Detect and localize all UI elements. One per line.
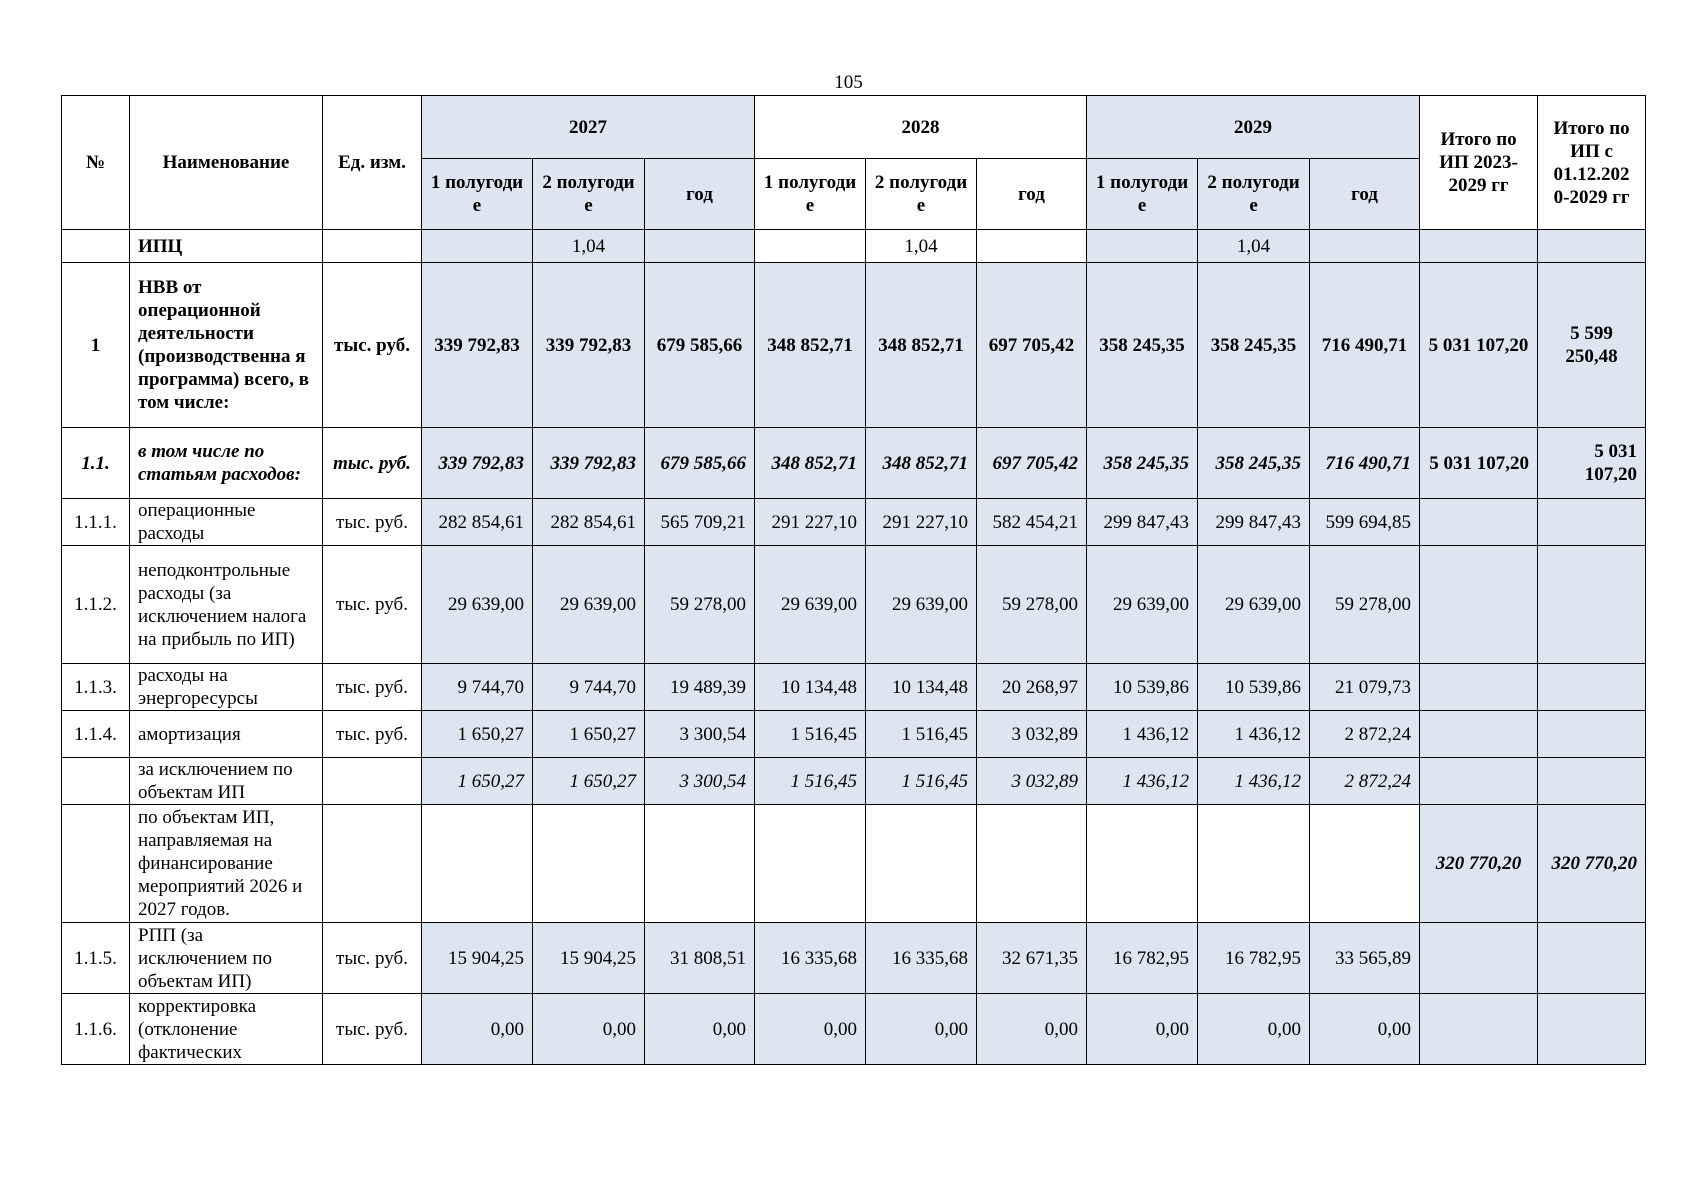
- row-total: [1420, 994, 1538, 1065]
- row-value: 358 245,35: [1087, 263, 1198, 428]
- row-unit: тыс. руб.: [323, 428, 422, 499]
- row-total: [1420, 499, 1538, 546]
- row-num: 1.1.3.: [62, 664, 130, 711]
- row-total: 320 770,20: [1420, 805, 1538, 923]
- row-value: 697 705,42: [977, 263, 1087, 428]
- row-value: 2 872,24: [1310, 758, 1420, 805]
- row-value: 582 454,21: [977, 499, 1087, 546]
- row-value: 10 539,86: [1198, 664, 1310, 711]
- row-total: [1538, 230, 1646, 263]
- row-total: 5 031 107,20: [1420, 263, 1538, 428]
- row-value: 3 032,89: [977, 758, 1087, 805]
- row-value: 1 650,27: [533, 758, 645, 805]
- row-value: [1198, 805, 1310, 923]
- row-value: 20 268,97: [977, 664, 1087, 711]
- row-total: 320 770,20: [1538, 805, 1646, 923]
- row-value: 358 245,35: [1198, 263, 1310, 428]
- row-total: 5 031 107,20: [1538, 428, 1646, 499]
- row-value: 348 852,71: [866, 428, 977, 499]
- row-value: 339 792,83: [422, 428, 533, 499]
- row-value: 59 278,00: [977, 546, 1087, 664]
- row-value: 31 808,51: [645, 923, 755, 994]
- row-value: 1 650,27: [533, 711, 645, 758]
- row-total: [1538, 758, 1646, 805]
- table-row: [62, 758, 1646, 805]
- row-total: [1538, 994, 1646, 1065]
- row-value: [1310, 805, 1420, 923]
- row-value: 1,04: [866, 230, 977, 263]
- row-value: 716 490,71: [1310, 428, 1420, 499]
- page-number: 105: [834, 72, 863, 93]
- row-value: 1 436,12: [1087, 711, 1198, 758]
- row-value: 1 436,12: [1087, 758, 1198, 805]
- header-unit: Ед. изм.: [323, 96, 422, 230]
- row-num: 1.1.2.: [62, 546, 130, 664]
- header-year-total: год: [645, 159, 755, 230]
- row-value: 1,04: [1198, 230, 1310, 263]
- row-unit: [323, 805, 422, 923]
- row-value: 29 639,00: [533, 546, 645, 664]
- header-half2: 2 полугоди е: [1198, 159, 1310, 230]
- row-unit: тыс. руб.: [323, 664, 422, 711]
- header-year-total: год: [977, 159, 1087, 230]
- row-value: 299 847,43: [1087, 499, 1198, 546]
- row-value: 1 516,45: [755, 758, 866, 805]
- row-total: [1420, 546, 1538, 664]
- row-value: 1 650,27: [422, 758, 533, 805]
- row-value: 348 852,71: [755, 263, 866, 428]
- row-value: 16 335,68: [755, 923, 866, 994]
- row-name: в том числе по статьям расходов:: [130, 428, 323, 499]
- row-unit: тыс. руб.: [323, 263, 422, 428]
- row-value: 358 245,35: [1087, 428, 1198, 499]
- row-value: 32 671,35: [977, 923, 1087, 994]
- row-value: 716 490,71: [1310, 263, 1420, 428]
- row-num: 1.1.1.: [62, 499, 130, 546]
- table-row: [62, 546, 1646, 664]
- row-value: [422, 230, 533, 263]
- row-total: [1420, 711, 1538, 758]
- row-num: [62, 230, 130, 263]
- row-value: 1 516,45: [866, 758, 977, 805]
- row-name: корректировка (отклонение фактических: [130, 994, 323, 1065]
- row-value: 299 847,43: [1198, 499, 1310, 546]
- row-value: [533, 805, 645, 923]
- row-total: [1420, 758, 1538, 805]
- header-year-total: год: [1310, 159, 1420, 230]
- row-value: 21 079,73: [1310, 664, 1420, 711]
- row-total: 5 599 250,48: [1538, 263, 1646, 428]
- row-value: 0,00: [755, 994, 866, 1065]
- row-unit: тыс. руб.: [323, 499, 422, 546]
- header-half2: 2 полугоди е: [533, 159, 645, 230]
- header-row-years: [62, 96, 1646, 159]
- row-value: [755, 805, 866, 923]
- table-row: [62, 499, 1646, 546]
- row-name: расходы на энергоресурсы: [130, 664, 323, 711]
- row-value: [866, 805, 977, 923]
- header-year-2028: 2028: [755, 96, 1087, 159]
- row-value: 679 585,66: [645, 263, 755, 428]
- header-name: Наименование: [130, 96, 323, 230]
- row-value: [645, 230, 755, 263]
- row-value: [755, 230, 866, 263]
- row-value: 29 639,00: [1198, 546, 1310, 664]
- row-num: [62, 805, 130, 923]
- row-total: [1420, 664, 1538, 711]
- row-value: 16 782,95: [1087, 923, 1198, 994]
- row-total: [1538, 923, 1646, 994]
- table-row: [62, 428, 1646, 499]
- row-value: 0,00: [422, 994, 533, 1065]
- row-name: по объектам ИП, направляемая на финансирование мероприятий 2026 и 2027 годов.: [130, 805, 323, 923]
- row-value: 1,04: [533, 230, 645, 263]
- row-value: 0,00: [1087, 994, 1198, 1065]
- row-total: [1538, 546, 1646, 664]
- row-value: 10 134,48: [755, 664, 866, 711]
- row-name: за исключением по объектам ИП: [130, 758, 323, 805]
- row-value: 565 709,21: [645, 499, 755, 546]
- row-value: 10 539,86: [1087, 664, 1198, 711]
- row-unit: тыс. руб.: [323, 546, 422, 664]
- table-row: [62, 230, 1646, 263]
- row-value: 10 134,48: [866, 664, 977, 711]
- row-name: неподконтрольные расходы (за исключением налога на прибыль по ИП): [130, 546, 323, 664]
- row-total: [1538, 711, 1646, 758]
- row-value: 0,00: [1310, 994, 1420, 1065]
- row-value: 339 792,83: [533, 428, 645, 499]
- table-row: [62, 805, 1646, 923]
- row-value: 358 245,35: [1198, 428, 1310, 499]
- row-value: [977, 805, 1087, 923]
- row-value: 29 639,00: [866, 546, 977, 664]
- table-row: [62, 263, 1646, 428]
- row-name: РПП (за исключением по объектам ИП): [130, 923, 323, 994]
- row-value: [1087, 805, 1198, 923]
- row-value: 3 300,54: [645, 711, 755, 758]
- row-value: 1 436,12: [1198, 711, 1310, 758]
- row-value: 348 852,71: [866, 263, 977, 428]
- row-value: 15 904,25: [533, 923, 645, 994]
- row-value: 282 854,61: [533, 499, 645, 546]
- row-value: 291 227,10: [755, 499, 866, 546]
- table-row: [62, 711, 1646, 758]
- row-value: 0,00: [1198, 994, 1310, 1065]
- row-num: [62, 758, 130, 805]
- row-num: 1.1.6.: [62, 994, 130, 1065]
- row-value: 16 782,95: [1198, 923, 1310, 994]
- row-value: 0,00: [977, 994, 1087, 1065]
- row-value: 348 852,71: [755, 428, 866, 499]
- row-unit: [323, 230, 422, 263]
- row-value: 15 904,25: [422, 923, 533, 994]
- row-value: 2 872,24: [1310, 711, 1420, 758]
- row-value: 3 032,89: [977, 711, 1087, 758]
- row-value: 0,00: [866, 994, 977, 1065]
- row-value: 1 516,45: [866, 711, 977, 758]
- row-value: 1 516,45: [755, 711, 866, 758]
- row-value: 59 278,00: [645, 546, 755, 664]
- row-value: 19 489,39: [645, 664, 755, 711]
- row-value: 9 744,70: [422, 664, 533, 711]
- row-name: операционные расходы: [130, 499, 323, 546]
- row-num: 1.1.4.: [62, 711, 130, 758]
- row-value: [422, 805, 533, 923]
- row-value: [977, 230, 1087, 263]
- table-row: [62, 923, 1646, 994]
- row-value: 679 585,66: [645, 428, 755, 499]
- header-year-2029: 2029: [1087, 96, 1420, 159]
- row-value: 0,00: [645, 994, 755, 1065]
- row-value: 33 565,89: [1310, 923, 1420, 994]
- row-value: 0,00: [533, 994, 645, 1065]
- row-value: 9 744,70: [533, 664, 645, 711]
- header-year-2027: 2027: [422, 96, 755, 159]
- row-value: 291 227,10: [866, 499, 977, 546]
- row-value: 1 650,27: [422, 711, 533, 758]
- row-value: 59 278,00: [1310, 546, 1420, 664]
- row-value: 16 335,68: [866, 923, 977, 994]
- row-unit: тыс. руб.: [323, 711, 422, 758]
- row-unit: тыс. руб.: [323, 994, 422, 1065]
- row-value: 339 792,83: [533, 263, 645, 428]
- row-value: 339 792,83: [422, 263, 533, 428]
- header-total-2020-2029: Итого по ИП с 01.12.202 0-2029 гг: [1538, 96, 1646, 230]
- table-row: [62, 664, 1646, 711]
- row-total: [1420, 923, 1538, 994]
- row-value: 1 436,12: [1198, 758, 1310, 805]
- row-unit: тыс. руб.: [323, 923, 422, 994]
- row-value: 599 694,85: [1310, 499, 1420, 546]
- row-value: [1087, 230, 1198, 263]
- row-value: 29 639,00: [422, 546, 533, 664]
- row-unit: [323, 758, 422, 805]
- header-num: №: [62, 96, 130, 230]
- header-half1: 1 полугоди е: [422, 159, 533, 230]
- header-half1: 1 полугоди е: [1087, 159, 1198, 230]
- row-value: 282 854,61: [422, 499, 533, 546]
- row-num: 1.1.: [62, 428, 130, 499]
- row-value: 697 705,42: [977, 428, 1087, 499]
- row-value: 29 639,00: [1087, 546, 1198, 664]
- row-name: амортизация: [130, 711, 323, 758]
- row-total: [1538, 664, 1646, 711]
- row-value: [1310, 230, 1420, 263]
- table-row: [62, 994, 1646, 1065]
- header-total-2023-2029: Итого по ИП 2023-2029 гг: [1420, 96, 1538, 230]
- row-total: [1420, 230, 1538, 263]
- row-name: ИПЦ: [130, 230, 323, 263]
- header-half2: 2 полугоди е: [866, 159, 977, 230]
- row-total: [1538, 499, 1646, 546]
- row-value: 29 639,00: [755, 546, 866, 664]
- row-total: 5 031 107,20: [1420, 428, 1538, 499]
- row-num: 1: [62, 263, 130, 428]
- financial-table: [61, 95, 1646, 1065]
- row-value: 3 300,54: [645, 758, 755, 805]
- row-num: 1.1.5.: [62, 923, 130, 994]
- row-name: НВВ от операционной деятельности (производственна я программа) всего, в том числе:: [130, 263, 323, 428]
- header-half1: 1 полугоди е: [755, 159, 866, 230]
- row-value: [645, 805, 755, 923]
